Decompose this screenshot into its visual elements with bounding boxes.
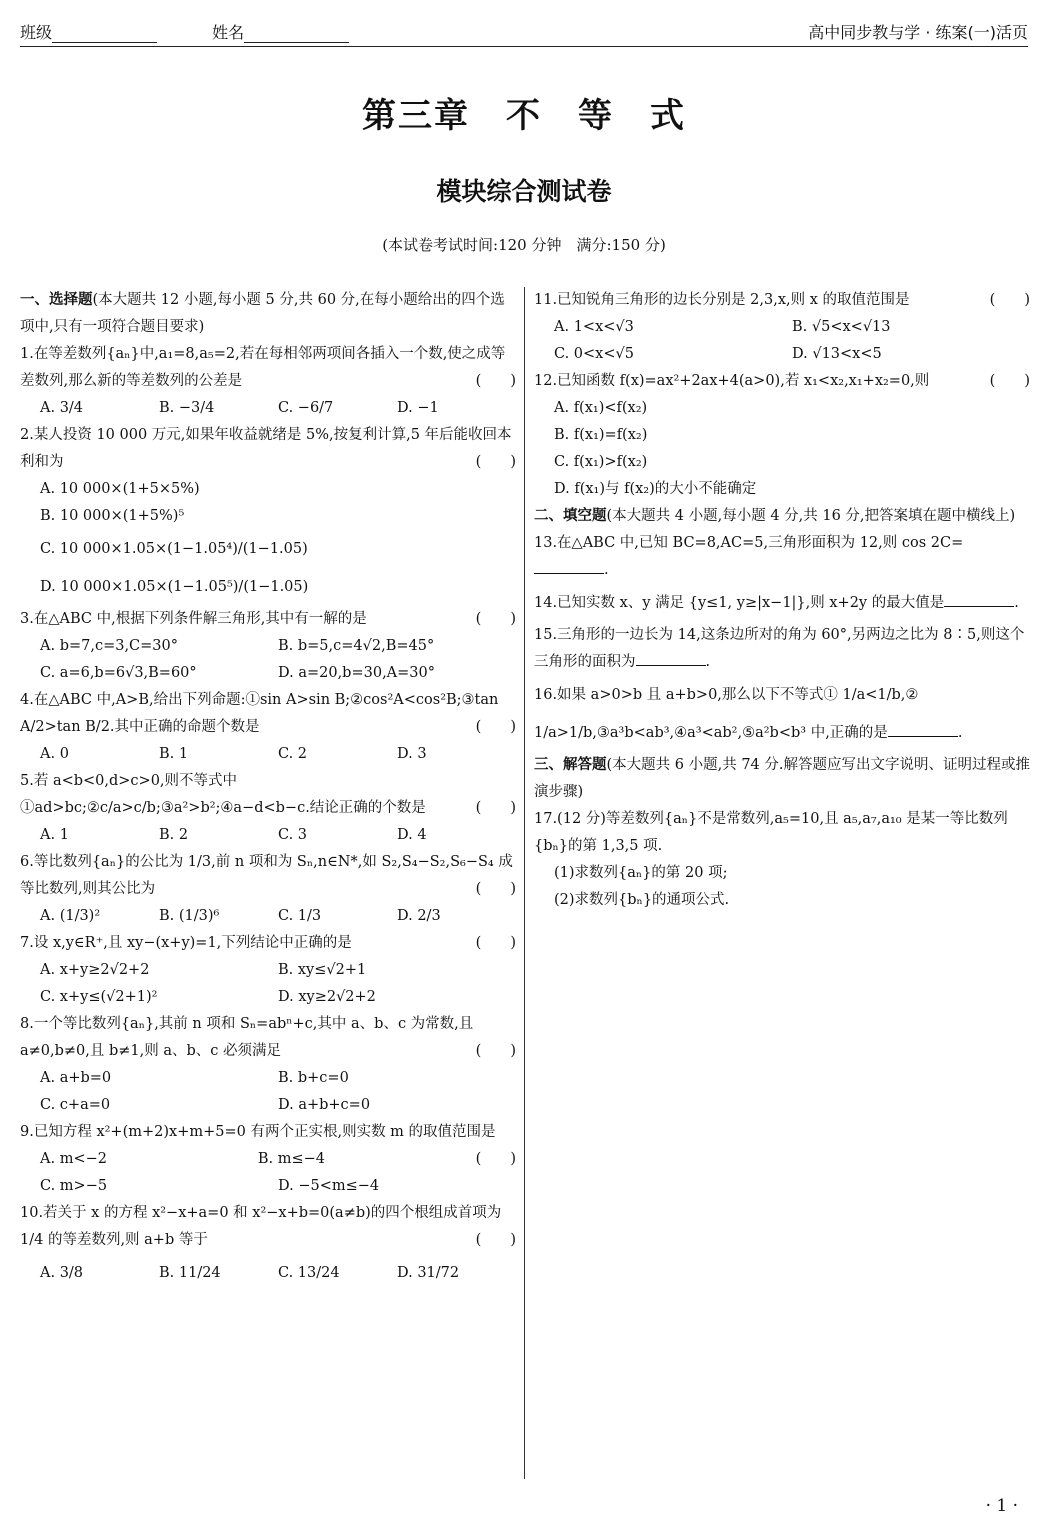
q7-options-row1 (20, 957, 516, 984)
q9-option-a: A. m<−2 (40, 1151, 107, 1167)
q1-option-a: A. 3/4 (40, 400, 84, 416)
q9-option-c: C. m>−5 (40, 1178, 108, 1194)
class-label: 班级 (20, 23, 53, 42)
q2-option-c: C. 10 000×1.05×(1−1.05⁴)/(1−1.05) (40, 541, 308, 557)
question-9: 9.已知方程 x²+(m+2)x+m+5=0 有两个正实根,则实数 m 的取值范围是 ( ) (20, 1124, 516, 1167)
q4-option-b: B. 1 (159, 746, 189, 762)
exam-info: (本试卷考试时间:120 分钟 满分:150 分) (382, 236, 666, 254)
q8-options-row2 (20, 1092, 516, 1119)
q9-option-b: B. m≤−4 (257, 1151, 325, 1167)
test-title: 模块综合测试卷 (436, 177, 612, 206)
left-column (20, 287, 516, 1292)
question-7: 7.设 x,y∈R⁺,且 xy−(x+y)=1,下列结论中正确的是 ( ) (20, 935, 516, 951)
q9-options-row1 (20, 1146, 476, 1173)
q8-option-b: B. b+c=0 (278, 1070, 349, 1086)
q8-options-row1 (20, 1065, 516, 1092)
q7-option-b: B. xy≤√2+1 (278, 962, 367, 978)
question-12: 12.已知函数 f(x)=ax²+2ax+4(a>0),若 x₁<x₂,x₁+x₂=0,则 ( ) (534, 373, 1030, 389)
q2-option-b: B. 10 000×(1+5%)⁵ (40, 508, 185, 524)
q8-option-d: D. a+b+c=0 (278, 1097, 371, 1113)
q7-option-c: C. x+y≤(√2+1)² (40, 989, 158, 1005)
q9-options-row2 (20, 1173, 516, 1200)
q7-option-d: D. xy≥2√2+2 (278, 989, 376, 1005)
q17-part-2: (2)求数列{bₙ}的通项公式. (554, 892, 730, 908)
q7-options-row2 (20, 984, 516, 1011)
question-8: 8.一个等比数列{aₙ},其前 n 项和 Sₙ=abⁿ+c,其中 a、b、c 为常数,且 a≠0,b≠0,且 b≠1,则 a、b、c 必须满足 ( ) (20, 1016, 516, 1059)
section-3: 三、解答题(本大题共 6 小题,共 74 分.解答题应写出文字说明、证明过程或推演步骤) (534, 757, 1030, 800)
q9-option-d: D. −5<m≤−4 (278, 1178, 380, 1194)
q3-option-b: B. b=5,c=4√2,B=45° (278, 638, 435, 654)
q3-options-row1 (20, 633, 516, 660)
q14-answer-blank[interactable] (944, 592, 1014, 607)
right-column (534, 287, 1030, 914)
q16-answer-blank[interactable] (888, 722, 958, 737)
q10-option-a: A. 3/8 (40, 1265, 84, 1281)
q5-option-c: C. 3 (278, 827, 308, 843)
q3-option-d: D. a=20,b=30,A=30° (278, 665, 435, 681)
question-11: 11.已知锐角三角形的边长分别是 2,3,x,则 x 的取值范围是 ( ) (534, 292, 1030, 308)
q11-options-row2 (534, 341, 1030, 368)
q5-option-d: D. 4 (397, 827, 427, 843)
q1-option-d: D. −1 (397, 400, 439, 416)
q4-options (20, 741, 516, 768)
q6-option-d: D. 2/3 (397, 908, 441, 924)
q1-options (20, 395, 516, 422)
q5-option-b: B. 2 (159, 827, 189, 843)
page-number: · 1 · (985, 1496, 1018, 1516)
question-1: 1.在等差数列{aₙ}中,a₁=8,a₅=2,若在每相邻两项间各插入一个数,使之成等差数列,那么新的等差数列的公差是 ( ) (20, 346, 516, 389)
question-4: 4.在△ABC 中,A>B,给出下列命题:①sin A>sin B;②cos²A<cos²B;③tan A/2>tan B/2.其中正确的命题个数是 ( ) (20, 692, 516, 735)
q1-option-c: C. −6/7 (278, 400, 334, 416)
q11-option-c: C. 0<x<√5 (554, 346, 634, 362)
page-header (20, 16, 1028, 47)
q3-option-c: C. a=6,b=6√3,B=60° (40, 665, 197, 681)
q2-option-a: A. 10 000×(1+5×5%) (40, 481, 200, 497)
question-15: 15.三角形的一边长为 14,这条边所对的角为 60°,另两边之比为 8∶5,则这个三角形的面积为 . (534, 627, 1025, 670)
q10-option-b: B. 11/24 (159, 1265, 221, 1281)
q12-option-c: C. f(x₁)>f(x₂) (554, 454, 648, 470)
q10-option-c: C. 13/24 (278, 1265, 340, 1281)
question-13: 13.在△ABC 中,已知 BC=8,AC=5,三角形面积为 12,则 cos 2C=. (534, 535, 964, 578)
q7-option-a: A. x+y≥2√2+2 (40, 962, 150, 978)
q15-answer-blank[interactable] (636, 651, 706, 666)
question-2: 2.某人投资 10 000 万元,如果年收益就绪是 5%,按复利计算,5 年后能收回本利和为 ( ) (20, 427, 516, 470)
q12-option-a: A. f(x₁)<f(x₂) (554, 400, 648, 416)
question-16: 16.如果 a>0>b 且 a+b>0,那么以下不等式① 1/a<1/b,② 1/a>1/b,③a³b<ab³,④a³<ab²,⑤a²b<b³ 中,正确的是 . (534, 687, 963, 741)
q3-option-a: A. b=7,c=3,C=30° (40, 638, 179, 654)
q11-options-row1 (534, 314, 1030, 341)
q6-option-b: B. (1/3)⁶ (159, 908, 220, 924)
q8-option-a: A. a+b=0 (40, 1070, 112, 1086)
q3-options-row2 (20, 660, 516, 687)
q11-option-d: D. √13<x<5 (792, 346, 882, 362)
q6-option-a: A. (1/3)² (40, 908, 101, 924)
student-fields (20, 20, 349, 43)
chapter-title: 第三章 不 等 式 (362, 96, 686, 136)
question-6: 6.等比数列{aₙ}的公比为 1/3,前 n 项和为 Sₙ,n∈N*,如 S₂,S₄−S₂,S₆−S₄ 成等比数列,则其公比为 ( ) (20, 854, 516, 897)
question-10: 10.若关于 x 的方程 x²−x+a=0 和 x²−x+b=0(a≠b)的四个根组成首项为 1/4 的等差数列,则 a+b 等于 ( ) (20, 1205, 516, 1248)
q13-answer-blank[interactable] (534, 559, 604, 574)
q17-part-1: (1)求数列{aₙ}的第 20 项; (554, 865, 728, 881)
q11-option-a: A. 1<x<√3 (554, 319, 634, 335)
series-title: 高中同步教与学 · 练案(一)活页 (808, 23, 1028, 42)
column-divider (524, 287, 525, 1479)
q10-options (20, 1254, 516, 1292)
q11-option-b: B. √5<x<√13 (792, 319, 891, 335)
q8-option-c: C. c+a=0 (40, 1097, 111, 1113)
q1-option-b: B. −3/4 (159, 400, 215, 416)
q6-options (20, 903, 516, 930)
question-3: 3.在△ABC 中,根据下列条件解三角形,其中有一解的是 ( ) (20, 611, 516, 627)
q12-option-b: B. f(x₁)=f(x₂) (554, 427, 648, 443)
q5-options (20, 822, 516, 849)
section-2: 二、填空题(本大题共 4 小题,每小题 4 分,共 16 分,把答案填在题中横线上) (534, 508, 1016, 524)
q4-option-c: C. 2 (278, 746, 308, 762)
q2-option-d: D. 10 000×1.05×(1−1.05⁵)/(1−1.05) (40, 579, 309, 595)
q5-option-a: A. 1 (40, 827, 69, 843)
q10-option-d: D. 31/72 (397, 1265, 460, 1281)
question-14: 14.已知实数 x、y 满足 {y≤1, y≥|x−1|},则 x+2y 的最大值是 . (534, 584, 1030, 622)
q4-option-d: D. 3 (397, 746, 427, 762)
q6-option-c: C. 1/3 (278, 908, 322, 924)
q4-option-a: A. 0 (40, 746, 69, 762)
question-5: 5.若 a<b<0,d>c>0,则不等式中①ad>bc;②c/a>c/b;③a²>b²;④a−d<b−c.结论正确的个数是 ( ) (20, 773, 516, 816)
question-17: 17.(12 分)等差数列{aₙ}不是常数列,a₅=10,且 a₅,a₇,a₁₀ 是某一等比数列{bₙ}的第 1,3,5 项. (534, 811, 1008, 854)
name-blank[interactable] (244, 26, 349, 43)
name-label: 姓名 (212, 23, 245, 42)
q12-option-d: D. f(x₁)与 f(x₂)的大小不能确定 (554, 481, 757, 497)
class-blank[interactable] (52, 26, 157, 43)
section-1: 一、选择题(本大题共 12 小题,每小题 5 分,共 60 分,在每小题给出的四个选项中,只有一项符合题目要求) (20, 292, 505, 335)
